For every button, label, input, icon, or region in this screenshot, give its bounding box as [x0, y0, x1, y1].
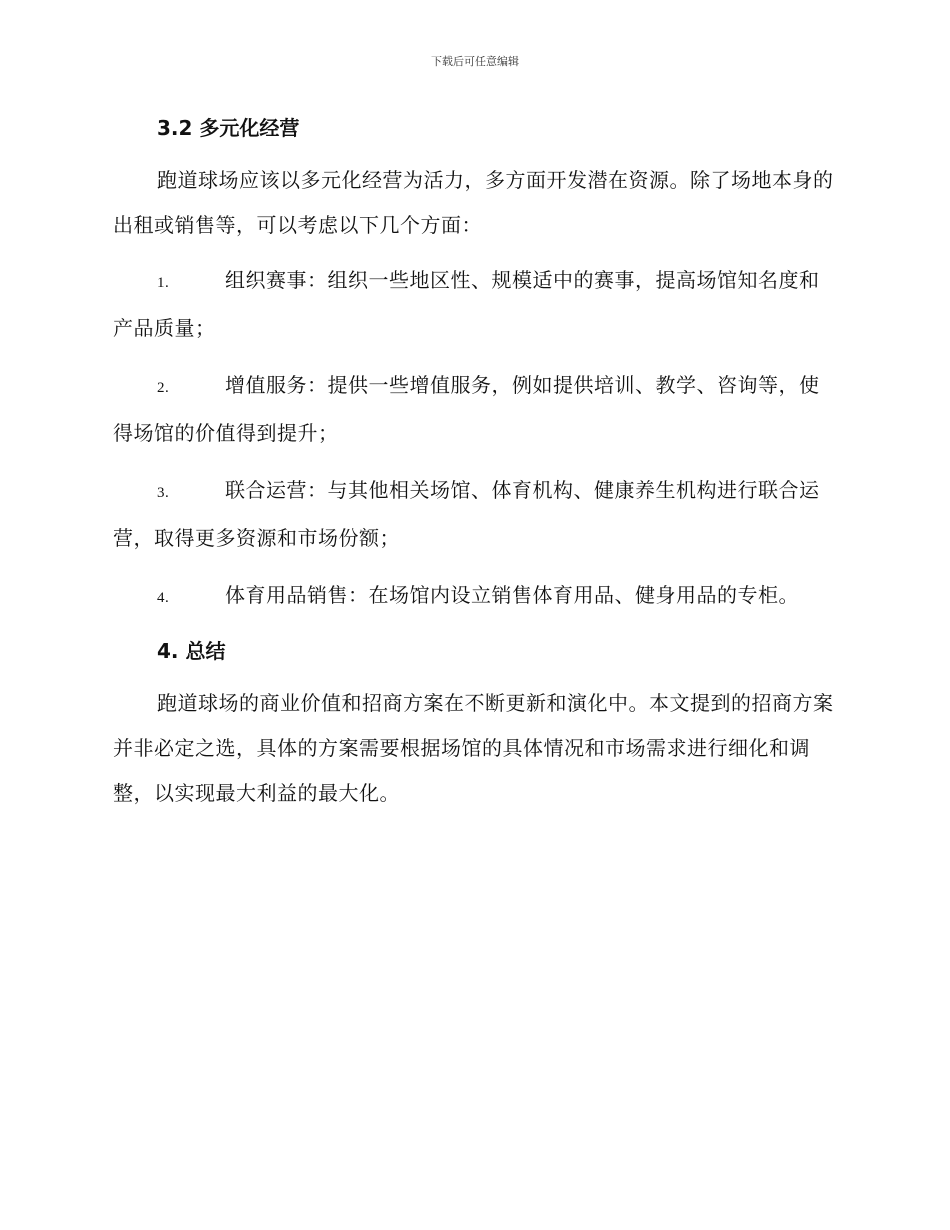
list-item [113, 573, 837, 621]
list-item-text: 组织赛事：组织一些地区性、规模适中的赛事，提高场馆知名度和产品质量； [113, 268, 820, 340]
list-item-number: 1. [157, 275, 170, 291]
list-item-text: 联合运营：与其他相关场馆、体育机构、健康养生机构进行联合运营，取得更多资源和市场份额； [113, 478, 820, 550]
section-3-2-intro: 跑道球场应该以多元化经营为活力，多方面开发潜在资源。除了场地本身的出租或销售等，可以考虑以下几个方面： [113, 168, 834, 237]
header-note: 下载后可任意编辑 [431, 55, 519, 68]
list-item [113, 363, 837, 456]
list-item-text: 体育用品销售：在场馆内设立销售体育用品、健身用品的专柜。 [225, 583, 799, 607]
section-heading-3-2: 3.2 多元化经营 [157, 116, 300, 140]
section-heading-4: 4. 总结 [157, 639, 226, 663]
list-item-number: 4. [157, 590, 170, 606]
list-item-number: 3. [157, 485, 170, 501]
list-item [113, 258, 837, 351]
list-item-text: 增值服务：提供一些增值服务，例如提供培训、教学、咨询等，使得场馆的价值得到提升； [113, 373, 820, 445]
list-item-number: 2. [157, 380, 170, 396]
list-item [113, 468, 837, 561]
section-4-body: 跑道球场的商业价值和招商方案在不断更新和演化中。本文提到的招商方案并非必定之选，具体的方案需要根据场馆的具体情况和市场需求进行细化和调整，以实现最大利益的最大化。 [113, 691, 834, 805]
document-body [113, 110, 837, 826]
